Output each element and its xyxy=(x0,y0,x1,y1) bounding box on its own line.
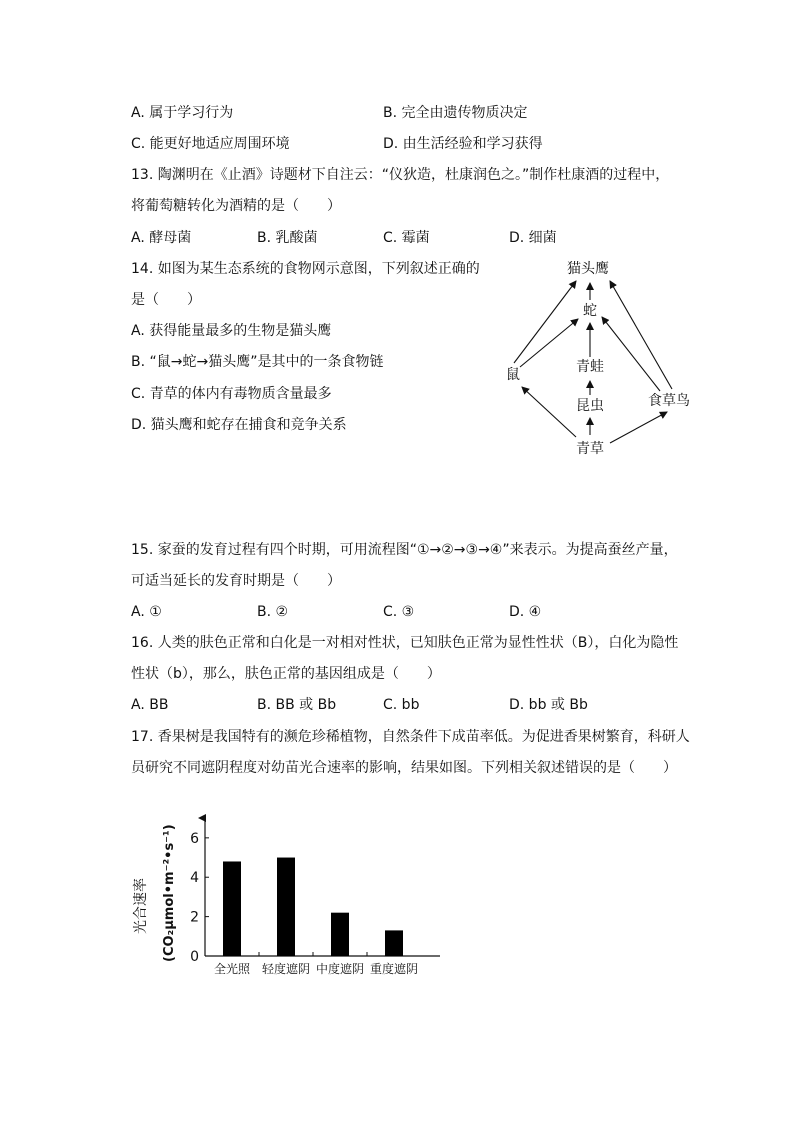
arrow-bird-to-owl xyxy=(610,281,672,389)
q13-option-b: B. 乳酸菌 xyxy=(257,230,318,246)
q14-stem-line1: 14. 如图为某生态系统的食物网示意图，下列叙述正确的 xyxy=(131,261,480,277)
q17-stem-line1: 17. 香果树是我国特有的濒危珍稀植物，自然条件下成苗率低。为促进香果树繁育，科研人 xyxy=(131,729,690,745)
node-mouse: 鼠 xyxy=(506,367,520,383)
q16-option-a: A. BB xyxy=(131,697,169,713)
q16-option-d: D. bb 或 Bb xyxy=(509,697,588,713)
y-axis-label-line2: (CO₂μmol•m⁻²•s⁻¹) xyxy=(162,824,177,962)
node-insect: 昆虫 xyxy=(576,398,604,414)
y-tick-label: 6 xyxy=(190,830,199,847)
q13-stem-line2: 将葡萄糖转化为酒精的是（ ） xyxy=(131,198,341,214)
q15-option-b: B. ② xyxy=(257,604,289,620)
arrow-grass-to-mouse xyxy=(522,387,576,437)
y-tick-label: 2 xyxy=(190,909,199,926)
x-category-label: 全光照 xyxy=(213,962,251,976)
q14-option-c: C. 青草的体内有毒物质含量最多 xyxy=(131,386,332,402)
q14-option-d: D. 猫头鹰和蛇存在捕食和竞争关系 xyxy=(131,417,347,433)
node-grass: 青草 xyxy=(576,441,604,457)
photosynthesis-bar-chart xyxy=(128,812,448,987)
x-category-label: 轻度遮阴 xyxy=(261,962,311,976)
q12-option-d: D. 由生活经验和学习获得 xyxy=(383,136,543,152)
q16-stem-line1: 16. 人类的肤色正常和白化是一对相对性状，已知肤色正常为显性性状（B），白化为隐性 xyxy=(131,635,679,651)
node-snake: 蛇 xyxy=(583,303,597,319)
node-herbivorous-bird: 食草鸟 xyxy=(648,393,690,409)
q13-option-d: D. 细菌 xyxy=(509,230,557,246)
node-owl: 猫头鹰 xyxy=(567,261,609,277)
y-tick-label: 4 xyxy=(190,870,199,887)
y-axis-label-line1: 光合速率 xyxy=(133,878,149,934)
food-web-diagram xyxy=(500,255,710,465)
q14-option-b: B. “鼠→蛇→猫头鹰”是其中的一条食物链 xyxy=(131,354,384,370)
q16-option-b: B. BB 或 Bb xyxy=(257,697,337,713)
q15-option-c: C. ③ xyxy=(383,604,415,620)
q14-option-a: A. 获得能量最多的生物是猫头鹰 xyxy=(131,323,332,339)
q15-option-a: A. ① xyxy=(131,604,162,620)
q12-option-a: A. 属于学习行为 xyxy=(131,105,234,121)
food-web-arrows xyxy=(500,255,710,465)
y-tick-label: 0 xyxy=(190,949,199,965)
q13-option-c: C. 霉菌 xyxy=(383,230,430,246)
q16-option-c: C. bb xyxy=(383,697,420,713)
x-category-label: 中度遮阴 xyxy=(315,962,365,976)
chart-svg xyxy=(128,812,448,987)
node-frog: 青蛙 xyxy=(576,359,604,375)
q15-stem-line2: 可适当延长的发育时期是（ ） xyxy=(131,573,341,589)
q17-stem-line2: 员研究不同遮阴程度对幼苗光合速率的影响，结果如图。下列相关叙述错误的是（ ） xyxy=(131,760,677,776)
q14-stem-line2: 是（ ） xyxy=(131,292,201,308)
q12-option-c: C. 能更好地适应周围环境 xyxy=(131,136,290,152)
bar-3 xyxy=(331,913,349,956)
q15-stem-line1: 15. 家蚕的发育过程有四个时期，可用流程图“①→②→③→④”来表示。为提高蚕丝产量， xyxy=(131,542,678,558)
q12-option-b: B. 完全由遗传物质决定 xyxy=(383,105,528,121)
y-axis-label xyxy=(132,824,177,962)
bar-2 xyxy=(277,858,295,956)
arrow-grass-to-bird xyxy=(610,412,667,443)
bar-1 xyxy=(223,861,241,956)
q13-option-a: A. 酵母菌 xyxy=(131,230,192,246)
q15-option-d: D. ④ xyxy=(509,604,542,620)
arrow-mouse-to-owl xyxy=(514,281,576,363)
q13-stem-line1: 13. 陶渊明在《止酒》诗题材下自注云：“仪狄造，杜康润色之。”制作杜康酒的过程中， xyxy=(131,167,670,183)
bar-4 xyxy=(385,930,403,956)
q16-stem-line2: 性状（b），那么，肤色正常的基因组成是（ ） xyxy=(131,666,441,682)
x-category-label: 重度遮阴 xyxy=(369,962,419,976)
